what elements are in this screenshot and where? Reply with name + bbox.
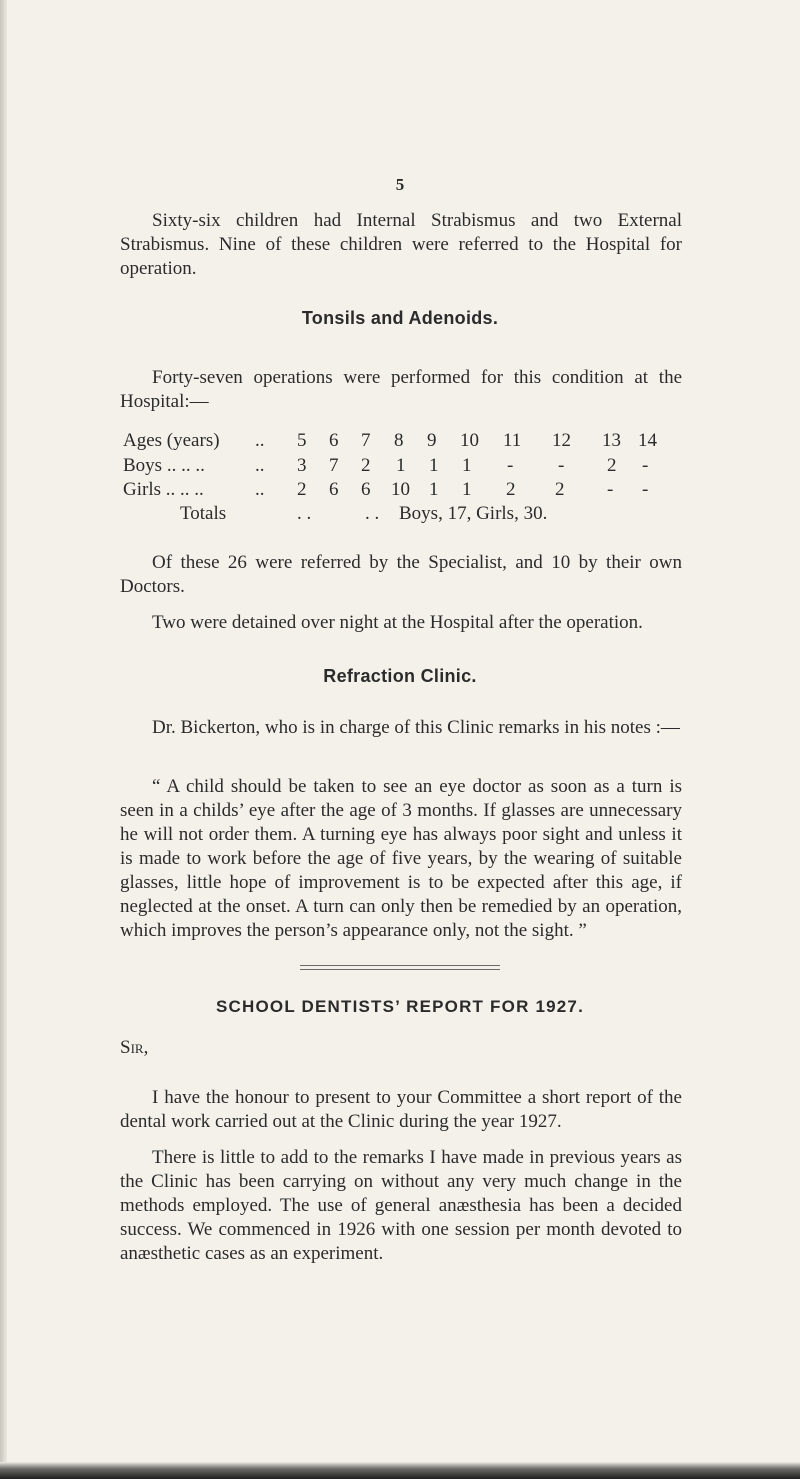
tonsils-heading: Tonsils and Adenoids.: [301, 308, 499, 328]
strabismus-paragraph: Sixty-six children had Internal Strabismus and two External Strabismus. Nine of these children were referred to the Hospital for operation.: [120, 210, 682, 279]
salutation: Sir,: [120, 1037, 149, 1058]
table-cell: 14: [638, 430, 657, 451]
table-cell: 2: [361, 455, 371, 476]
referral-paragraph: Of these 26 were referred by the Specialist, and 10 by their own Doctors.: [120, 552, 682, 597]
table-cell: ..: [255, 455, 265, 476]
table-cell: 9: [427, 430, 437, 451]
table-cell: 1: [429, 455, 439, 476]
table-cell: 2: [506, 479, 516, 500]
doctor-quote: “ A child should be taken to see an eye doctor as soon as a turn is seen in a childs’ eye after the age of 3 months. If glasses are unnecessary he will not order them. A turning eye has always poor sight and unless it is made to work before the age of five years, by the wearing of suitable glasses, little hope of improvement is to be expected after this age, if neglected at the onset. A turn can only then be remedied by an operation, which improves the person’s appearance only, not the sight. ”: [120, 776, 682, 941]
table-cell: 6: [329, 430, 339, 451]
table-cell: . .: [365, 503, 380, 524]
table-cell: 2: [607, 455, 617, 476]
table-cell: -: [642, 479, 649, 500]
table-cell: -: [507, 455, 514, 476]
totals-label: Totals: [180, 503, 227, 524]
divider-line: [300, 969, 500, 970]
table-cell: 7: [361, 430, 371, 451]
page-bottom-edge: [0, 1462, 800, 1479]
table-cell: 1: [462, 479, 472, 500]
divider-line: [300, 965, 500, 966]
girls-row: [120, 479, 700, 503]
page-left-edge: [0, 0, 7, 1479]
dentists-paragraph-1: I have the honour to present to your Committee a short report of the dental work carried out at the Clinic during the year 1927.: [120, 1087, 682, 1132]
tonsils-intro: Forty-seven operations were performed for this condition at the Hospital:—: [120, 367, 682, 412]
boys-label: Boys .. .. ..: [123, 455, 205, 476]
table-cell: 1: [429, 479, 439, 500]
totals-text: Boys, 17, Girls, 30.: [399, 503, 548, 524]
boys-row: [120, 455, 700, 479]
table-cell: 1: [462, 455, 472, 476]
table-cell: 11: [503, 430, 522, 451]
girls-label: Girls .. .. ..: [123, 479, 204, 500]
refraction-heading: Refraction Clinic.: [323, 666, 477, 686]
table-cell: ..: [255, 479, 265, 500]
table-cell: 5: [297, 430, 307, 451]
table-cell: 2: [555, 479, 565, 500]
dentists-heading: SCHOOL DENTISTS’ REPORT FOR 1927.: [215, 997, 585, 1016]
table-cell: 10: [391, 479, 410, 500]
table-cell: -: [607, 479, 614, 500]
table-cell: -: [558, 455, 565, 476]
table-cell: 7: [329, 455, 339, 476]
ages-row: [120, 430, 700, 454]
table-cell: 1: [396, 455, 406, 476]
table-cell: 2: [297, 479, 307, 500]
table-cell: 12: [552, 430, 571, 451]
table-cell: 8: [394, 430, 404, 451]
detained-paragraph: Two were detained over night at the Hospital after the operation.: [152, 612, 643, 633]
totals-row: [120, 503, 700, 527]
table-cell: 6: [329, 479, 339, 500]
table-cell: ..: [255, 430, 265, 451]
table-cell: -: [642, 455, 649, 476]
ages-label: Ages (years): [123, 430, 220, 451]
table-cell: . .: [297, 503, 312, 524]
dentists-paragraph-2: There is little to add to the remarks I have made in previous years as the Clinic has been carrying on without any very much change in the methods employed. The use of general anæsthesia has been a decided success. We commenced in 1926 with one session per month devoted to anæsthetic cases as an experiment.: [120, 1147, 682, 1264]
refraction-intro: Dr. Bickerton, who is in charge of this Clinic remarks in his notes :—: [152, 717, 680, 738]
page-number: 5: [395, 175, 405, 194]
table-cell: 6: [361, 479, 371, 500]
table-cell: 3: [297, 455, 307, 476]
table-cell: 13: [602, 430, 621, 451]
table-cell: 10: [460, 430, 479, 451]
